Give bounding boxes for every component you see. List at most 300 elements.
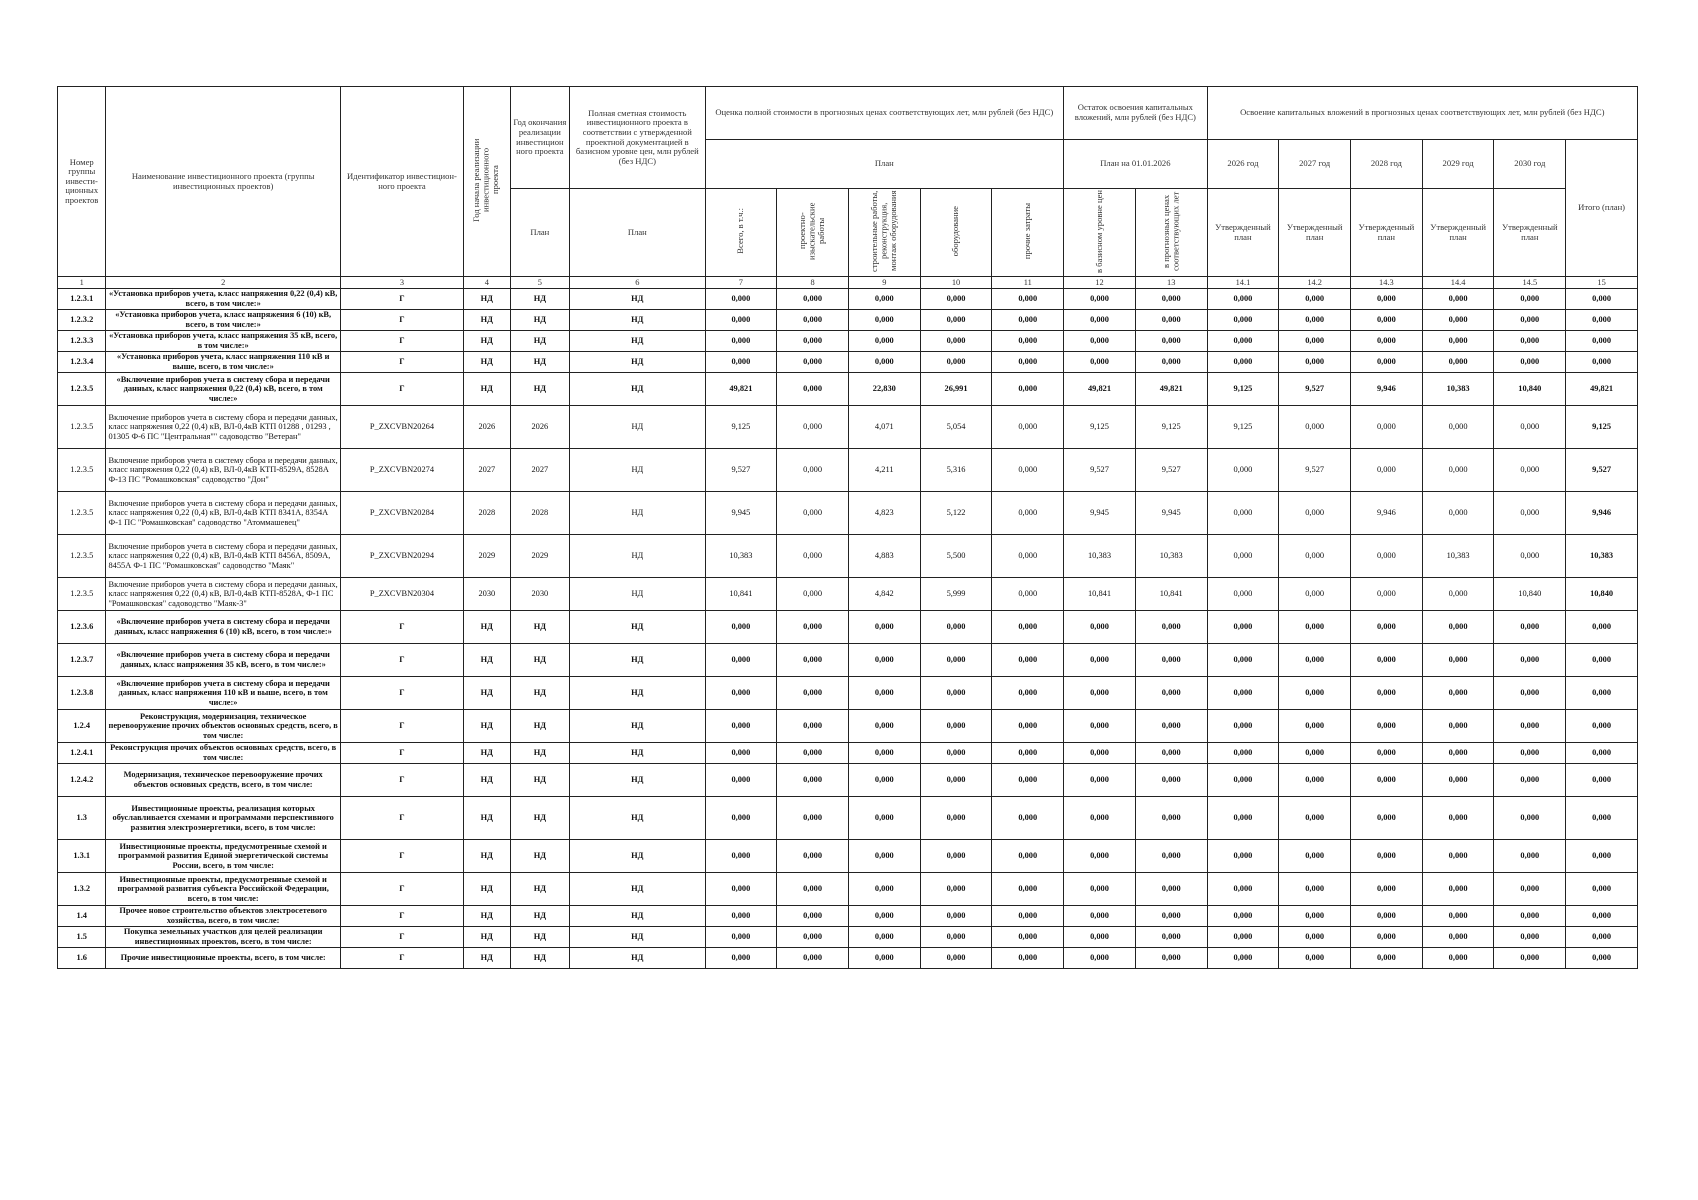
total-cell: 0,000 [1566, 611, 1638, 644]
table-cell: 0,000 [1064, 948, 1136, 969]
table-cell: 0,000 [1207, 578, 1279, 611]
header-project-id: Идентификатор инвестицион- ного проекта [340, 87, 463, 277]
column-number: 4 [464, 277, 510, 289]
project-id-cell: Г [340, 677, 463, 710]
table-cell: 0,000 [1279, 710, 1351, 743]
table-cell: 0,000 [848, 352, 920, 373]
table-cell: 0,000 [1279, 873, 1351, 906]
total-cell: 0,000 [1566, 644, 1638, 677]
table-cell: 0,000 [848, 743, 920, 764]
project-id-cell: Г [340, 906, 463, 927]
total-cell: 0,000 [1566, 797, 1638, 840]
project-name-cell: «Установка приборов учета, класс напряжения 110 кВ и выше, всего, в том числе:» [106, 352, 340, 373]
project-id-cell: P_ZXCVBN20294 [340, 535, 463, 578]
table-cell: 2030 [510, 578, 570, 611]
project-id-cell: P_ZXCVBN20304 [340, 578, 463, 611]
table-cell: 2029 [510, 535, 570, 578]
table-cell: 0,000 [777, 677, 849, 710]
project-id-cell: Г [340, 331, 463, 352]
project-name-cell: Покупка земельных участков для целей реализации инвестиционных проектов, всего, в том числе: [106, 927, 340, 948]
total-cell: 0,000 [1566, 677, 1638, 710]
column-number: 14.2 [1279, 277, 1351, 289]
table-cell: 0,000 [920, 948, 992, 969]
table-cell: 0,000 [848, 331, 920, 352]
table-cell: 0,000 [1422, 927, 1494, 948]
table-row [58, 578, 1638, 611]
table-cell: 49,821 [705, 373, 777, 406]
table-cell: 0,000 [705, 310, 777, 331]
total-cell: 0,000 [1566, 289, 1638, 310]
table-cell: 0,000 [1494, 611, 1566, 644]
table-cell: 0,000 [992, 611, 1064, 644]
table-cell: НД [570, 764, 705, 797]
table-cell: 0,000 [1494, 535, 1566, 578]
investment-table-sheet [57, 86, 1638, 969]
table-cell: 9,945 [1135, 492, 1207, 535]
table-cell: 0,000 [1279, 743, 1351, 764]
table-cell: 9,527 [1279, 449, 1351, 492]
header-estimate-group: Оценка полной стоимости в прогнозных ценах соответствующих лет, млн рублей (без НДС) [705, 87, 1064, 140]
table-cell: 0,000 [1279, 352, 1351, 373]
table-cell: 0,000 [1494, 406, 1566, 449]
table-cell: 0,000 [1422, 797, 1494, 840]
table-cell: 0,000 [992, 677, 1064, 710]
table-cell: НД [510, 373, 570, 406]
table-cell: 4,883 [848, 535, 920, 578]
table-cell: 0,000 [777, 373, 849, 406]
table-cell: 0,000 [705, 331, 777, 352]
table-cell: 0,000 [1422, 743, 1494, 764]
table-cell: 0,000 [992, 310, 1064, 331]
table-cell: 0,000 [1422, 840, 1494, 873]
table-cell: 0,000 [777, 873, 849, 906]
table-cell: 0,000 [920, 710, 992, 743]
header-end-year: Год окончания реализации инвестицион ного проекта [510, 87, 570, 189]
table-cell: 0,000 [1064, 611, 1136, 644]
table-cell: 0,000 [1351, 406, 1423, 449]
table-cell: 0,000 [1279, 331, 1351, 352]
table-cell: НД [510, 906, 570, 927]
group-number-cell: 1.3.2 [58, 873, 106, 906]
table-cell: НД [570, 906, 705, 927]
project-id-cell: Г [340, 948, 463, 969]
table-cell: 0,000 [1064, 289, 1136, 310]
table-cell: 0,000 [992, 743, 1064, 764]
table-cell: 0,000 [1494, 906, 1566, 927]
table-cell: 0,000 [1135, 840, 1207, 873]
header-year-2028: 2028 год [1351, 140, 1423, 189]
header-remainder-base: в базисном уровне цен [1064, 189, 1136, 277]
table-cell: 0,000 [992, 352, 1064, 373]
table-cell: 0,000 [920, 873, 992, 906]
table-cell: 0,000 [1351, 535, 1423, 578]
table-cell: 0,000 [1207, 310, 1279, 331]
header-total: Итого (план) [1566, 140, 1638, 277]
header-year-2027: 2027 год [1279, 140, 1351, 189]
project-name-cell: «Установка приборов учета, класс напряжения 0,22 (0,4) кВ, всего, в том числе:» [106, 289, 340, 310]
total-cell: 0,000 [1566, 906, 1638, 927]
table-cell: 0,000 [920, 289, 992, 310]
table-cell: НД [570, 927, 705, 948]
table-cell: НД [570, 710, 705, 743]
table-cell: 0,000 [1422, 906, 1494, 927]
total-cell: 0,000 [1566, 710, 1638, 743]
table-cell: НД [464, 797, 510, 840]
table-cell: НД [570, 578, 705, 611]
table-cell: 0,000 [1207, 492, 1279, 535]
table-cell: 0,000 [1135, 906, 1207, 927]
table-cell: 10,383 [705, 535, 777, 578]
table-row [58, 449, 1638, 492]
header-full-cost: Полная сметная стоимость инвестиционного проекта в соответствии с утвержденной проектной документацией в базисном уровне цен, млн рублей (без НДС) [570, 87, 705, 189]
table-cell: 0,000 [1351, 578, 1423, 611]
header-remainder-group: Остаток освоения капитальных вложений, млн рублей (без НДС) [1064, 87, 1207, 140]
table-cell: 5,122 [920, 492, 992, 535]
total-cell: 0,000 [1566, 927, 1638, 948]
table-cell: 0,000 [1494, 310, 1566, 331]
table-cell: 0,000 [1422, 578, 1494, 611]
project-id-cell: Г [340, 873, 463, 906]
table-cell: 9,527 [705, 449, 777, 492]
total-cell: 0,000 [1566, 352, 1638, 373]
table-cell: НД [570, 948, 705, 969]
project-name-cell: «Включение приборов учета в систему сбора и передачи данных, класс напряжения 110 кВ и выше, всего, в том числе:» [106, 677, 340, 710]
group-number-cell: 1.2.3.8 [58, 677, 106, 710]
table-cell: 0,000 [992, 578, 1064, 611]
column-number: 11 [992, 277, 1064, 289]
table-cell: 0,000 [848, 764, 920, 797]
table-cell: 0,000 [1279, 535, 1351, 578]
project-name-cell: «Установка приборов учета, класс напряжения 35 кВ, всего, в том числе:» [106, 331, 340, 352]
header-approved-2030: Утвержденный план [1494, 189, 1566, 277]
table-cell: 0,000 [777, 578, 849, 611]
table-cell: 9,125 [1064, 406, 1136, 449]
table-cell: 0,000 [1135, 289, 1207, 310]
project-name-cell: «Включение приборов учета в систему сбора и передачи данных, класс напряжения 0,22 (0,4) кВ, всего, в том числе:» [106, 373, 340, 406]
table-cell: НД [510, 310, 570, 331]
header-development-group: Освоение капитальных вложений в прогнозных ценах соответствующих лет, млн рублей (без НДС) [1207, 87, 1637, 140]
table-cell: 0,000 [992, 906, 1064, 927]
table-cell: 0,000 [1279, 764, 1351, 797]
table-cell: 0,000 [1207, 797, 1279, 840]
investment-table [57, 86, 1638, 969]
table-cell: НД [464, 927, 510, 948]
column-number: 5 [510, 277, 570, 289]
table-cell: 0,000 [705, 289, 777, 310]
table-row [58, 352, 1638, 373]
table-cell: 0,000 [777, 948, 849, 969]
table-cell: 0,000 [992, 797, 1064, 840]
total-cell: 0,000 [1566, 331, 1638, 352]
table-cell: 0,000 [777, 535, 849, 578]
table-cell: 0,000 [848, 644, 920, 677]
table-cell: 9,946 [1351, 492, 1423, 535]
table-cell: 0,000 [1351, 906, 1423, 927]
table-cell: 0,000 [920, 927, 992, 948]
group-number-cell: 1.6 [58, 948, 106, 969]
table-cell: 0,000 [1207, 764, 1279, 797]
table-cell: 9,945 [1064, 492, 1136, 535]
table-cell: 10,383 [1135, 535, 1207, 578]
table-cell: 5,316 [920, 449, 992, 492]
table-cell: 2028 [464, 492, 510, 535]
table-row [58, 535, 1638, 578]
table-cell: 0,000 [1422, 406, 1494, 449]
header-year-2026: 2026 год [1207, 140, 1279, 189]
table-cell: 0,000 [1135, 743, 1207, 764]
group-number-cell: 1.2.4 [58, 710, 106, 743]
table-cell: НД [464, 948, 510, 969]
table-cell: 0,000 [1279, 840, 1351, 873]
column-number: 14.4 [1422, 277, 1494, 289]
project-id-cell: Г [340, 352, 463, 373]
column-number: 12 [1064, 277, 1136, 289]
table-cell: 0,000 [992, 492, 1064, 535]
project-name-cell: Инвестиционные проекты, предусмотренные схемой и программой развития субъекта Российской Федерации, всего, в том числе: [106, 873, 340, 906]
table-row [58, 873, 1638, 906]
table-cell: 2026 [464, 406, 510, 449]
table-row [58, 611, 1638, 644]
table-cell: НД [510, 677, 570, 710]
table-cell: НД [464, 743, 510, 764]
table-cell: 0,000 [1135, 873, 1207, 906]
table-cell: 0,000 [992, 331, 1064, 352]
table-cell: НД [464, 906, 510, 927]
table-cell: НД [570, 535, 705, 578]
table-cell: 0,000 [1135, 948, 1207, 969]
table-cell: 0,000 [848, 840, 920, 873]
table-cell: 0,000 [1494, 492, 1566, 535]
column-number: 10 [920, 277, 992, 289]
table-cell: 0,000 [1279, 906, 1351, 927]
total-cell: 49,821 [1566, 373, 1638, 406]
table-cell: НД [464, 611, 510, 644]
table-cell: 22,830 [848, 373, 920, 406]
column-number: 14.3 [1351, 277, 1423, 289]
table-cell: 0,000 [848, 710, 920, 743]
table-cell: 0,000 [1279, 406, 1351, 449]
table-cell: 0,000 [1422, 764, 1494, 797]
table-cell: 0,000 [992, 535, 1064, 578]
table-cell: 0,000 [1135, 352, 1207, 373]
total-cell: 9,527 [1566, 449, 1638, 492]
table-cell: 0,000 [848, 927, 920, 948]
column-number: 3 [340, 277, 463, 289]
table-cell: 0,000 [1207, 677, 1279, 710]
table-cell: 0,000 [777, 449, 849, 492]
table-cell: 0,000 [920, 764, 992, 797]
table-cell: 0,000 [777, 352, 849, 373]
column-number: 2 [106, 277, 340, 289]
group-number-cell: 1.3 [58, 797, 106, 840]
project-id-cell: Г [340, 611, 463, 644]
group-number-cell: 1.2.4.1 [58, 743, 106, 764]
header-estimate-equipment: оборудование [920, 189, 992, 277]
table-row [58, 743, 1638, 764]
table-cell: 0,000 [1351, 797, 1423, 840]
group-number-cell: 1.2.4.2 [58, 764, 106, 797]
column-number: 9 [848, 277, 920, 289]
table-cell: НД [570, 406, 705, 449]
group-number-cell: 1.2.3.5 [58, 449, 106, 492]
table-cell: 0,000 [848, 948, 920, 969]
table-cell: 2028 [510, 492, 570, 535]
table-cell: 0,000 [1279, 310, 1351, 331]
table-cell: НД [510, 873, 570, 906]
table-cell: 0,000 [1135, 677, 1207, 710]
table-cell: НД [464, 289, 510, 310]
table-cell: НД [510, 710, 570, 743]
table-cell: 0,000 [1279, 677, 1351, 710]
table-cell: 9,527 [1279, 373, 1351, 406]
table-cell: НД [464, 310, 510, 331]
project-name-cell: Инвестиционные проекты, реализация которых обуславливается схемами и программами перспективного развития электроэнергетики, всего, в том числе: [106, 797, 340, 840]
table-cell: 0,000 [1207, 906, 1279, 927]
table-cell: 0,000 [1135, 611, 1207, 644]
table-cell: 0,000 [1422, 948, 1494, 969]
table-cell: 0,000 [920, 743, 992, 764]
table-cell: 0,000 [992, 449, 1064, 492]
table-cell: 0,000 [777, 927, 849, 948]
table-cell: 10,383 [1422, 535, 1494, 578]
project-name-cell: Включение приборов учета в систему сбора и передачи данных, класс напряжения 0,22 (0,4) кВ, ВЛ-0,4кВ КТП 8456А, 8509А, 8455А Ф-1 ПС "Ромашковская" садоводство "Маяк" [106, 535, 340, 578]
table-cell: 0,000 [1207, 873, 1279, 906]
table-cell: 0,000 [1064, 644, 1136, 677]
table-cell: 0,000 [1494, 289, 1566, 310]
header-start-year: Год начала реализации инвестиционного проекта [464, 87, 510, 277]
table-cell: 10,840 [1494, 373, 1566, 406]
table-cell: 0,000 [920, 677, 992, 710]
table-cell: 0,000 [1351, 677, 1423, 710]
table-header [58, 87, 1638, 289]
table-cell: 0,000 [777, 797, 849, 840]
group-number-cell: 1.2.3.5 [58, 406, 106, 449]
total-cell: 0,000 [1566, 764, 1638, 797]
table-cell: 0,000 [920, 644, 992, 677]
table-cell: 4,842 [848, 578, 920, 611]
table-cell: НД [570, 677, 705, 710]
table-cell: 0,000 [1494, 797, 1566, 840]
table-cell: НД [464, 764, 510, 797]
table-row [58, 373, 1638, 406]
table-cell: НД [510, 743, 570, 764]
table-cell: 0,000 [777, 710, 849, 743]
table-cell: 2027 [510, 449, 570, 492]
table-row [58, 906, 1638, 927]
project-name-cell: Модернизация, техническое перевооружение прочих объектов основных средств, всего, в том числе: [106, 764, 340, 797]
project-name-cell: Включение приборов учета в систему сбора и передачи данных, класс напряжения 0,22 (0,4) кВ, ВЛ-0,4кВ КТП 8341А, 8354А Ф-1 ПС "Ромашковская" садоводство "Атоммашевец" [106, 492, 340, 535]
table-cell: 0,000 [777, 906, 849, 927]
header-remainder-forecast: в прогнозных ценах соответствующих лет [1135, 189, 1207, 277]
project-id-cell: Г [340, 743, 463, 764]
table-cell: 0,000 [1064, 710, 1136, 743]
table-cell: 0,000 [1279, 578, 1351, 611]
group-number-cell: 1.2.3.5 [58, 492, 106, 535]
table-cell: 0,000 [920, 797, 992, 840]
table-cell: 0,000 [705, 611, 777, 644]
table-cell: 0,000 [1279, 644, 1351, 677]
table-cell: 0,000 [1494, 948, 1566, 969]
group-number-cell: 1.2.3.4 [58, 352, 106, 373]
column-number: 1 [58, 277, 106, 289]
table-cell: 0,000 [1135, 331, 1207, 352]
table-cell: 0,000 [1494, 449, 1566, 492]
table-cell: 0,000 [920, 352, 992, 373]
table-row [58, 310, 1638, 331]
table-cell: 4,211 [848, 449, 920, 492]
table-cell: 0,000 [1494, 331, 1566, 352]
table-cell: 9,125 [705, 406, 777, 449]
table-cell: 0,000 [1494, 352, 1566, 373]
table-cell: 0,000 [920, 906, 992, 927]
header-approved-2028: Утвержденный план [1351, 189, 1423, 277]
table-cell: 0,000 [1064, 927, 1136, 948]
table-cell: 0,000 [1351, 927, 1423, 948]
project-id-cell: Г [340, 797, 463, 840]
table-cell: 0,000 [705, 948, 777, 969]
table-cell: 0,000 [1064, 310, 1136, 331]
table-cell: НД [570, 797, 705, 840]
table-cell: 0,000 [705, 840, 777, 873]
table-cell: 0,000 [1422, 710, 1494, 743]
project-id-cell: P_ZXCVBN20264 [340, 406, 463, 449]
table-cell: 0,000 [1494, 644, 1566, 677]
table-cell: 0,000 [848, 797, 920, 840]
table-cell: 0,000 [1064, 906, 1136, 927]
table-cell: 0,000 [848, 310, 920, 331]
table-cell: 9,527 [1135, 449, 1207, 492]
table-cell: 0,000 [1351, 331, 1423, 352]
project-name-cell: Реконструкция прочих объектов основных средств, всего, в том числе: [106, 743, 340, 764]
table-cell: 9,527 [1064, 449, 1136, 492]
table-cell: 0,000 [777, 611, 849, 644]
table-cell: НД [570, 873, 705, 906]
project-id-cell: P_ZXCVBN20284 [340, 492, 463, 535]
group-number-cell: 1.3.1 [58, 840, 106, 873]
column-number: 14.5 [1494, 277, 1566, 289]
table-cell: 0,000 [705, 644, 777, 677]
group-number-cell: 1.2.3.5 [58, 373, 106, 406]
total-cell: 10,840 [1566, 578, 1638, 611]
table-cell: 26,991 [920, 373, 992, 406]
table-cell: НД [464, 873, 510, 906]
table-cell: 10,841 [1064, 578, 1136, 611]
table-cell: 0,000 [1279, 797, 1351, 840]
project-name-cell: «Установка приборов учета, класс напряжения 6 (10) кВ, всего, в том числе:» [106, 310, 340, 331]
total-cell: 10,383 [1566, 535, 1638, 578]
header-project-name: Наименование инвестиционного проекта (группы инвестиционных проектов) [106, 87, 340, 277]
table-cell: 0,000 [777, 331, 849, 352]
table-cell: 0,000 [1064, 743, 1136, 764]
table-cell: 2027 [464, 449, 510, 492]
table-cell: 2030 [464, 578, 510, 611]
header-estimate-plan: План [705, 140, 1064, 189]
header-approved-2029: Утвержденный план [1422, 189, 1494, 277]
table-cell: 0,000 [1207, 331, 1279, 352]
project-id-cell: Г [340, 644, 463, 677]
table-row [58, 764, 1638, 797]
table-row [58, 331, 1638, 352]
table-cell: 0,000 [920, 611, 992, 644]
table-cell: 0,000 [992, 873, 1064, 906]
project-id-cell: Г [340, 289, 463, 310]
table-cell: 0,000 [992, 948, 1064, 969]
table-cell: 4,823 [848, 492, 920, 535]
table-cell: 0,000 [1422, 873, 1494, 906]
table-cell: 9,125 [1207, 373, 1279, 406]
total-cell: 0,000 [1566, 743, 1638, 764]
table-cell: 10,383 [1422, 373, 1494, 406]
